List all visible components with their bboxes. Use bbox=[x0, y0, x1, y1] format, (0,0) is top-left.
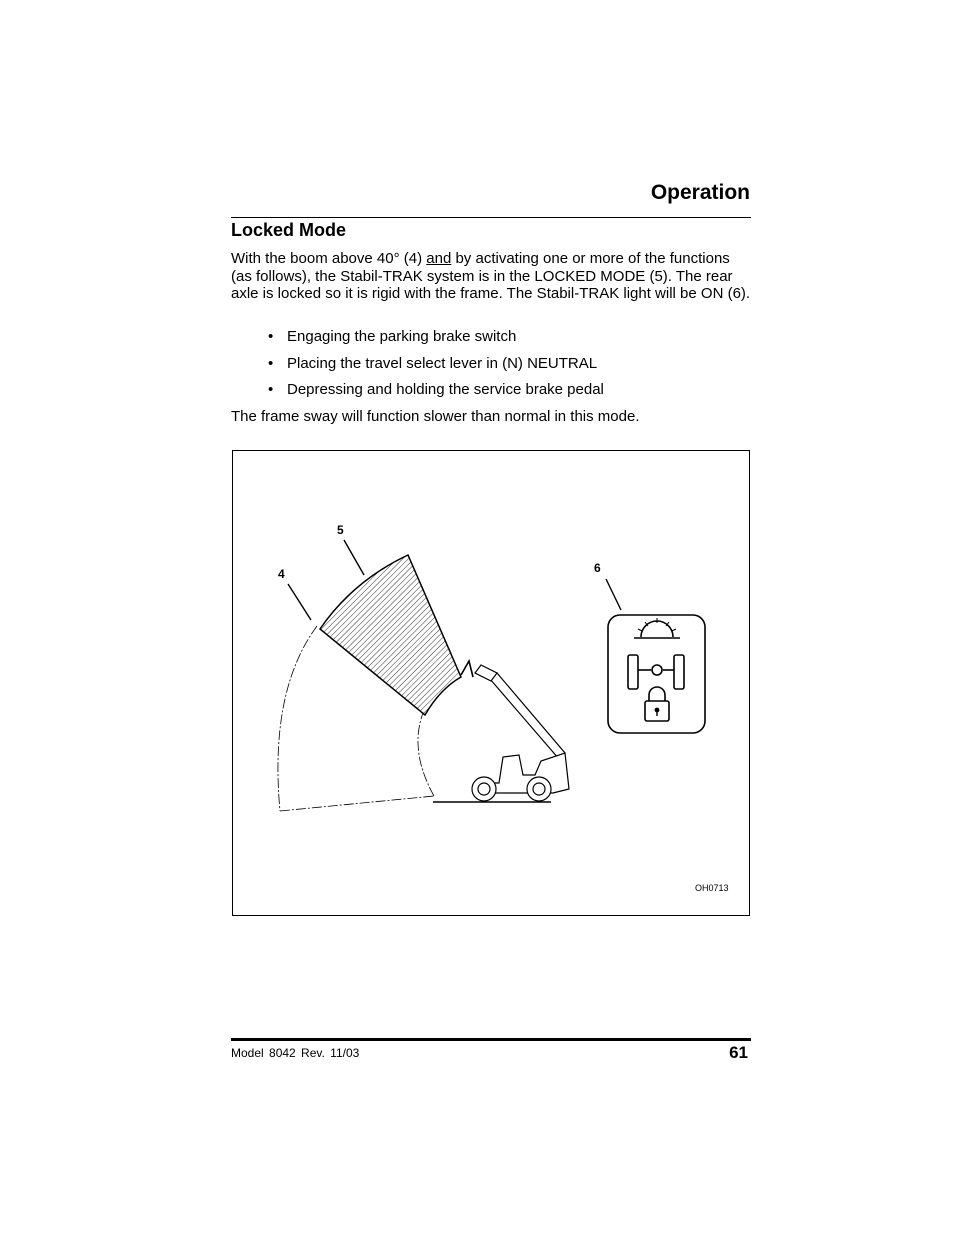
function-list bbox=[268, 328, 604, 408]
intro-paragraph bbox=[231, 250, 751, 303]
note-paragraph: The frame sway will function slower than normal in this mode. bbox=[231, 408, 640, 425]
locked-mode-sector bbox=[320, 555, 461, 715]
callout-6: 6 bbox=[594, 561, 601, 575]
stabil-trak-light-icon bbox=[608, 615, 705, 733]
list-item bbox=[268, 381, 604, 408]
list-item-text: Engaging the parking brake switch bbox=[287, 328, 517, 345]
list-item bbox=[268, 328, 604, 355]
callout-4: 4 bbox=[278, 567, 285, 581]
intro-underlined-word: and bbox=[426, 250, 452, 267]
bullet-icon: • bbox=[268, 381, 274, 398]
list-item bbox=[268, 355, 604, 382]
figure-stabil-trak-locked-mode bbox=[232, 450, 750, 916]
figure-illustration bbox=[233, 451, 749, 915]
callout-4-leader bbox=[288, 584, 311, 620]
section-title: Operation bbox=[650, 181, 750, 204]
callout-6-leader bbox=[606, 579, 621, 610]
header-rule bbox=[231, 217, 751, 218]
bullet-icon: • bbox=[268, 354, 274, 372]
page-number: 61 bbox=[729, 1043, 748, 1062]
intro-text-2: by activating one or more of the functions (as follows), the Stabil-TRAK system is in the LOCKED MODE (5). The rear axle is locked so it is rigid with the frame. The Stabil-TRAK light will be ON (6). bbox=[231, 250, 751, 302]
list-item-text: Placing the travel select lever in (N) NEUTRAL bbox=[287, 354, 598, 372]
footer-rule bbox=[231, 1038, 751, 1041]
footer-model-revision: Model 8042 Rev. 11/03 bbox=[231, 1046, 360, 1060]
list-item-text: Depressing and holding the service brake pedal bbox=[287, 381, 604, 398]
figure-id: OH0713 bbox=[695, 883, 729, 893]
callout-5-leader bbox=[344, 540, 364, 575]
intro-text-1: With the boom above 40° (4) bbox=[231, 250, 427, 267]
bullet-icon: • bbox=[268, 328, 274, 345]
page-heading: Locked Mode bbox=[231, 220, 347, 240]
callout-5: 5 bbox=[337, 523, 344, 537]
